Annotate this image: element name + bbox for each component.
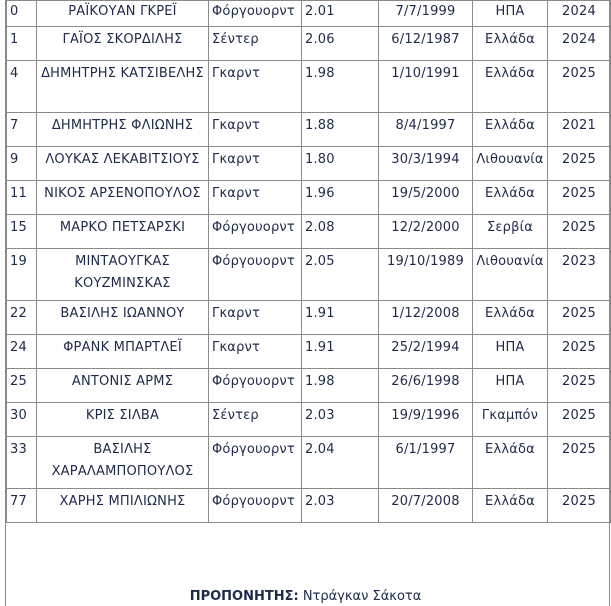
cell-year: 2025 (548, 489, 611, 523)
cell-height: 1.80 (302, 147, 379, 181)
cell-position: Γκαρντ (209, 147, 302, 181)
cell-position: Φόργουορντ (209, 489, 302, 523)
cell-number: 0 (7, 1, 37, 27)
cell-number: 4 (7, 61, 37, 113)
cell-height: 2.05 (302, 249, 379, 301)
cell-birth-date: 19/10/1989 (379, 249, 473, 301)
coach-name: Ντράγκαν Σάκοτα (302, 589, 422, 604)
cell-height: 2.01 (302, 1, 379, 27)
cell-nationality: Ελλάδα (473, 27, 548, 61)
cell-number: 19 (7, 249, 37, 301)
cell-number: 30 (7, 403, 37, 437)
cell-height: 1.91 (302, 335, 379, 369)
cell-nationality: Ελλάδα (473, 181, 548, 215)
cell-number: 24 (7, 335, 37, 369)
cell-player-name: ΒΑΣΙΛΗΣ ΧΑΡΑΛΑΜΠΟΠΟΥΛΟΣ (37, 437, 209, 489)
cell-nationality: ΗΠΑ (473, 335, 548, 369)
cell-nationality: Γκαμπόν (473, 403, 548, 437)
cell-position: Γκαρντ (209, 301, 302, 335)
cell-nationality: Ελλάδα (473, 489, 548, 523)
table-row (7, 403, 611, 437)
cell-year: 2025 (548, 369, 611, 403)
cell-player-name: ΚΡΙΣ ΣΙΛΒΑ (37, 403, 209, 437)
cell-position: Γκαρντ (209, 113, 302, 147)
table-row (7, 27, 611, 61)
cell-year: 2025 (548, 301, 611, 335)
roster-table (6, 0, 611, 523)
coach-label: ΠΡΟΠΟΝΗΤΗΣ: (189, 589, 299, 604)
cell-year: 2021 (548, 113, 611, 147)
cell-nationality: Λιθουανία (473, 147, 548, 181)
cell-height: 2.03 (302, 403, 379, 437)
cell-year: 2025 (548, 437, 611, 489)
cell-height: 1.98 (302, 369, 379, 403)
cell-birth-date: 30/3/1994 (379, 147, 473, 181)
cell-position: Φόργουορντ (209, 437, 302, 489)
cell-player-name: ΝΙΚΟΣ ΑΡΣΕΝΟΠΟΥΛΟΣ (37, 181, 209, 215)
cell-birth-date: 1/12/2008 (379, 301, 473, 335)
cell-year: 2025 (548, 147, 611, 181)
cell-nationality: ΗΠΑ (473, 369, 548, 403)
cell-position: Φόργουορντ (209, 249, 302, 301)
cell-player-name: ΜΑΡΚΟ ΠΕΤΣΑΡΣΚΙ (37, 215, 209, 249)
cell-number: 7 (7, 113, 37, 147)
cell-height: 2.04 (302, 437, 379, 489)
table-row (7, 113, 611, 147)
cell-position: Σέντερ (209, 403, 302, 437)
cell-year: 2025 (548, 181, 611, 215)
cell-birth-date: 7/7/1999 (379, 1, 473, 27)
cell-number: 77 (7, 489, 37, 523)
cell-birth-date: 6/1/1997 (379, 437, 473, 489)
cell-year: 2025 (548, 403, 611, 437)
table-row (7, 147, 611, 181)
cell-player-name: ΓΑΪΟΣ ΣΚΟΡΔΙΛΗΣ (37, 27, 209, 61)
table-row (7, 181, 611, 215)
cell-nationality: Ελλάδα (473, 437, 548, 489)
cell-birth-date: 20/7/2008 (379, 489, 473, 523)
coach-line (0, 588, 611, 606)
cell-birth-date: 12/2/2000 (379, 215, 473, 249)
cell-number: 33 (7, 437, 37, 489)
table-row (7, 335, 611, 369)
cell-height: 2.08 (302, 215, 379, 249)
cell-nationality: Λιθουανία (473, 249, 548, 301)
cell-birth-date: 8/4/1997 (379, 113, 473, 147)
cell-position: Γκαρντ (209, 61, 302, 113)
cell-player-name: ΛΟΥΚΑΣ ΛΕΚΑΒΙΤΣΙΟΥΣ (37, 147, 209, 181)
cell-nationality: Ελλάδα (473, 113, 548, 147)
cell-player-name: ΒΑΣΙΛΗΣ ΙΩΑΝΝΟΥ (37, 301, 209, 335)
cell-position: Γκαρντ (209, 335, 302, 369)
cell-birth-date: 26/6/1998 (379, 369, 473, 403)
table-row (7, 249, 611, 301)
table-row (7, 369, 611, 403)
roster-body (7, 1, 611, 523)
cell-birth-date: 25/2/1994 (379, 335, 473, 369)
cell-number: 11 (7, 181, 37, 215)
cell-position: Φόργουορντ (209, 1, 302, 27)
cell-year: 2024 (548, 1, 611, 27)
cell-nationality: ΗΠΑ (473, 1, 548, 27)
table-row (7, 301, 611, 335)
cell-number: 1 (7, 27, 37, 61)
table-row (7, 437, 611, 489)
cell-birth-date: 1/10/1991 (379, 61, 473, 113)
cell-nationality: Ελλάδα (473, 301, 548, 335)
table-row (7, 61, 611, 113)
cell-height: 1.91 (302, 301, 379, 335)
cell-year: 2023 (548, 249, 611, 301)
cell-birth-date: 19/9/1996 (379, 403, 473, 437)
cell-number: 25 (7, 369, 37, 403)
cell-position: Σέντερ (209, 27, 302, 61)
table-row (7, 215, 611, 249)
cell-height: 1.88 (302, 113, 379, 147)
cell-player-name: ΜΙΝΤΑΟΥΓΚΑΣ ΚΟΥΖΜΙΝΣΚΑΣ (37, 249, 209, 301)
cell-number: 15 (7, 215, 37, 249)
cell-player-name: ΦΡΑΝΚ ΜΠΑΡΤΛΕΪ (37, 335, 209, 369)
cell-nationality: Ελλάδα (473, 61, 548, 113)
cell-number: 9 (7, 147, 37, 181)
cell-height: 1.96 (302, 181, 379, 215)
cell-birth-date: 6/12/1987 (379, 27, 473, 61)
cell-year: 2025 (548, 335, 611, 369)
cell-player-name: ΔΗΜΗΤΡΗΣ ΦΛΙΩΝΗΣ (37, 113, 209, 147)
cell-nationality: Σερβία (473, 215, 548, 249)
table-row (7, 489, 611, 523)
cell-player-name: ΧΑΡΗΣ ΜΠΙΛΙΩΝΗΣ (37, 489, 209, 523)
cell-player-name: ΡΑΪΚΟΥΑΝ ΓΚΡΕΪ (37, 1, 209, 27)
cell-player-name: ΑΝΤΟΝΙΣ ΑΡΜΣ (37, 369, 209, 403)
cell-year: 2025 (548, 215, 611, 249)
cell-birth-date: 19/5/2000 (379, 181, 473, 215)
cell-height: 2.06 (302, 27, 379, 61)
cell-position: Γκαρντ (209, 181, 302, 215)
cell-year: 2024 (548, 27, 611, 61)
cell-player-name: ΔΗΜΗΤΡΗΣ ΚΑΤΣΙΒΕΛΗΣ (37, 61, 209, 113)
cell-position: Φόργουορντ (209, 369, 302, 403)
cell-year: 2025 (548, 61, 611, 113)
table-row (7, 1, 611, 27)
cell-height: 2.03 (302, 489, 379, 523)
cell-number: 22 (7, 301, 37, 335)
cell-position: Φόργουορντ (209, 215, 302, 249)
cell-height: 1.98 (302, 61, 379, 113)
